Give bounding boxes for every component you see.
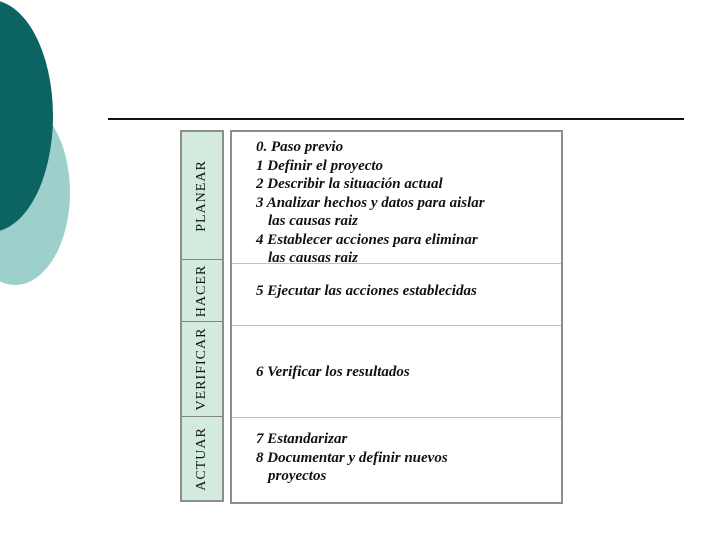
steps-actuar: [232, 418, 561, 502]
phase-hacer: [182, 260, 222, 322]
phase-column: [180, 130, 224, 502]
step-text: 7 Estandarizar: [256, 431, 348, 447]
step-text: 4 Establecer acciones para eliminar: [256, 231, 478, 248]
steps-hacer: [232, 264, 561, 326]
steps-planear: [232, 132, 561, 264]
step-text: las causas raiz: [268, 250, 359, 266]
step-text: 5 Ejecutar las acciones establecidas: [256, 283, 477, 299]
step-text: 3 Analizar hechos y datos para aislar: [256, 194, 485, 211]
phase-planear: [182, 132, 222, 260]
step-text: 0. Paso previo: [256, 139, 344, 155]
phase-label-hacer: HACER: [194, 264, 209, 317]
phase-verificar: [182, 322, 222, 417]
steps-column: [230, 130, 563, 504]
phase-label-actuar: ACTUAR: [194, 426, 209, 491]
step-text: proyectos: [268, 468, 327, 484]
phase-label-verificar: VERIFICAR: [194, 327, 209, 411]
steps-verificar: [232, 326, 561, 418]
phase-label-planear: PLANEAR: [194, 159, 209, 232]
step-text: las causas raiz: [268, 213, 359, 229]
step-text: 1 Definir el proyecto: [256, 157, 384, 174]
step-text: 6 Verificar los resultados: [256, 364, 410, 380]
title-divider-line: [108, 118, 684, 120]
step-text: 2 Describir la situación actual: [256, 176, 443, 192]
phase-actuar: [182, 417, 222, 500]
step-text: 8 Documentar y definir nuevos: [256, 449, 448, 466]
